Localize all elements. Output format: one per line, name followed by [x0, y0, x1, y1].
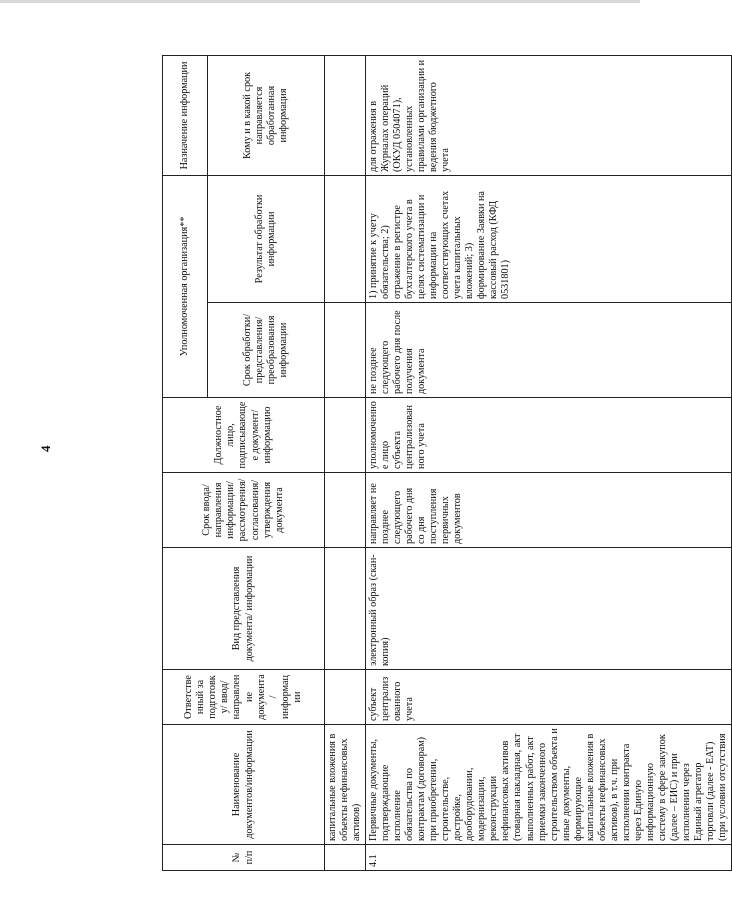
- row-responsible: субъект централизованного учета: [366, 670, 732, 725]
- header-row-1: [163, 55, 208, 870]
- row-result: 1) принятие к учету обязательства; 2) отражение в регистре бухгалтерского учета в целях систематизации и информации на соответствующих счетах учета капитальных вложений; 3) формирование Заявки на кассовый расход (КФД 0531801): [366, 175, 732, 302]
- section-num: [325, 845, 366, 871]
- section-empty-cell: [325, 548, 366, 670]
- row-whom: для отражения в Журналах операций (ОКУД 0504071), установленных правилами организации и ведения бюджетного учета: [366, 55, 732, 175]
- row-official: уполномоченное лицо субъекта централизованного учета: [366, 398, 732, 473]
- table-row: [366, 55, 732, 870]
- header-deadline: Срок обработки/ представления/ преобразования информации: [208, 303, 325, 398]
- row-name: Первичные документы, подтверждающие исполнение обязательства по контрактам (договорам) при приобретении, строительстве, достройке, дооборудовании, модернизации, реконструкции нефинансовых активов (товарная накладная, акт выполненных работ, акт приемки законченного строительством объекта и иные документы, формирующие капитальные вложения в объекты нефинансовых активов), в т.ч. при исполнении контракта через Единую информационную систему в сфере закупок (далее – ЕИС) и при исполнении через Единый агрегатор торговли (далее - ЕАТ) (при условии отсутствия: [366, 725, 732, 845]
- header-authorized-org: Уполномоченная организация**: [163, 175, 208, 397]
- section-empty-cell: [325, 55, 366, 175]
- header-whom: Кому и в какой срок направляется обработанная информация: [208, 55, 325, 175]
- section-name: капитальные вложения в объекты нефинансовых активов): [325, 725, 366, 845]
- row-kind: электронный образ (скан-копия): [366, 548, 732, 670]
- header-responsible: Ответственный за подготовку/ ввод/ направление документа/ информации: [163, 670, 325, 725]
- section-empty-cell: [325, 670, 366, 725]
- header-purpose: Назначение информации: [163, 55, 208, 175]
- section-empty-cell: [325, 303, 366, 398]
- header-kind: Вид представления документа/ информации: [163, 548, 325, 670]
- section-empty-cell: [325, 175, 366, 302]
- header-num: № п/п: [163, 845, 325, 871]
- row-num: 4.1: [366, 845, 732, 871]
- header-official: Должностное лицо, подписывающее документ/ информацию: [163, 398, 325, 473]
- header-term: Срок ввода/ направления информации/ рассмотрения/ согласования/ утверждения документа: [163, 473, 325, 548]
- page-number: 4: [38, 445, 53, 452]
- document-table: [162, 55, 732, 871]
- section-empty-cell: [325, 398, 366, 473]
- section-empty-cell: [325, 473, 366, 548]
- row-term: направляет не позднее следующего рабочего дня со дня поступления первичных документов: [366, 473, 732, 548]
- rotated-document: [162, 56, 728, 871]
- table-row-section: [325, 55, 366, 870]
- header-name: Наименование документов/информации: [163, 725, 325, 845]
- header-result: Результат обработки информации: [208, 175, 325, 302]
- scan-edge: [0, 0, 640, 3]
- row-deadline: не позднее следующего рабочего дня после получения документа: [366, 303, 732, 398]
